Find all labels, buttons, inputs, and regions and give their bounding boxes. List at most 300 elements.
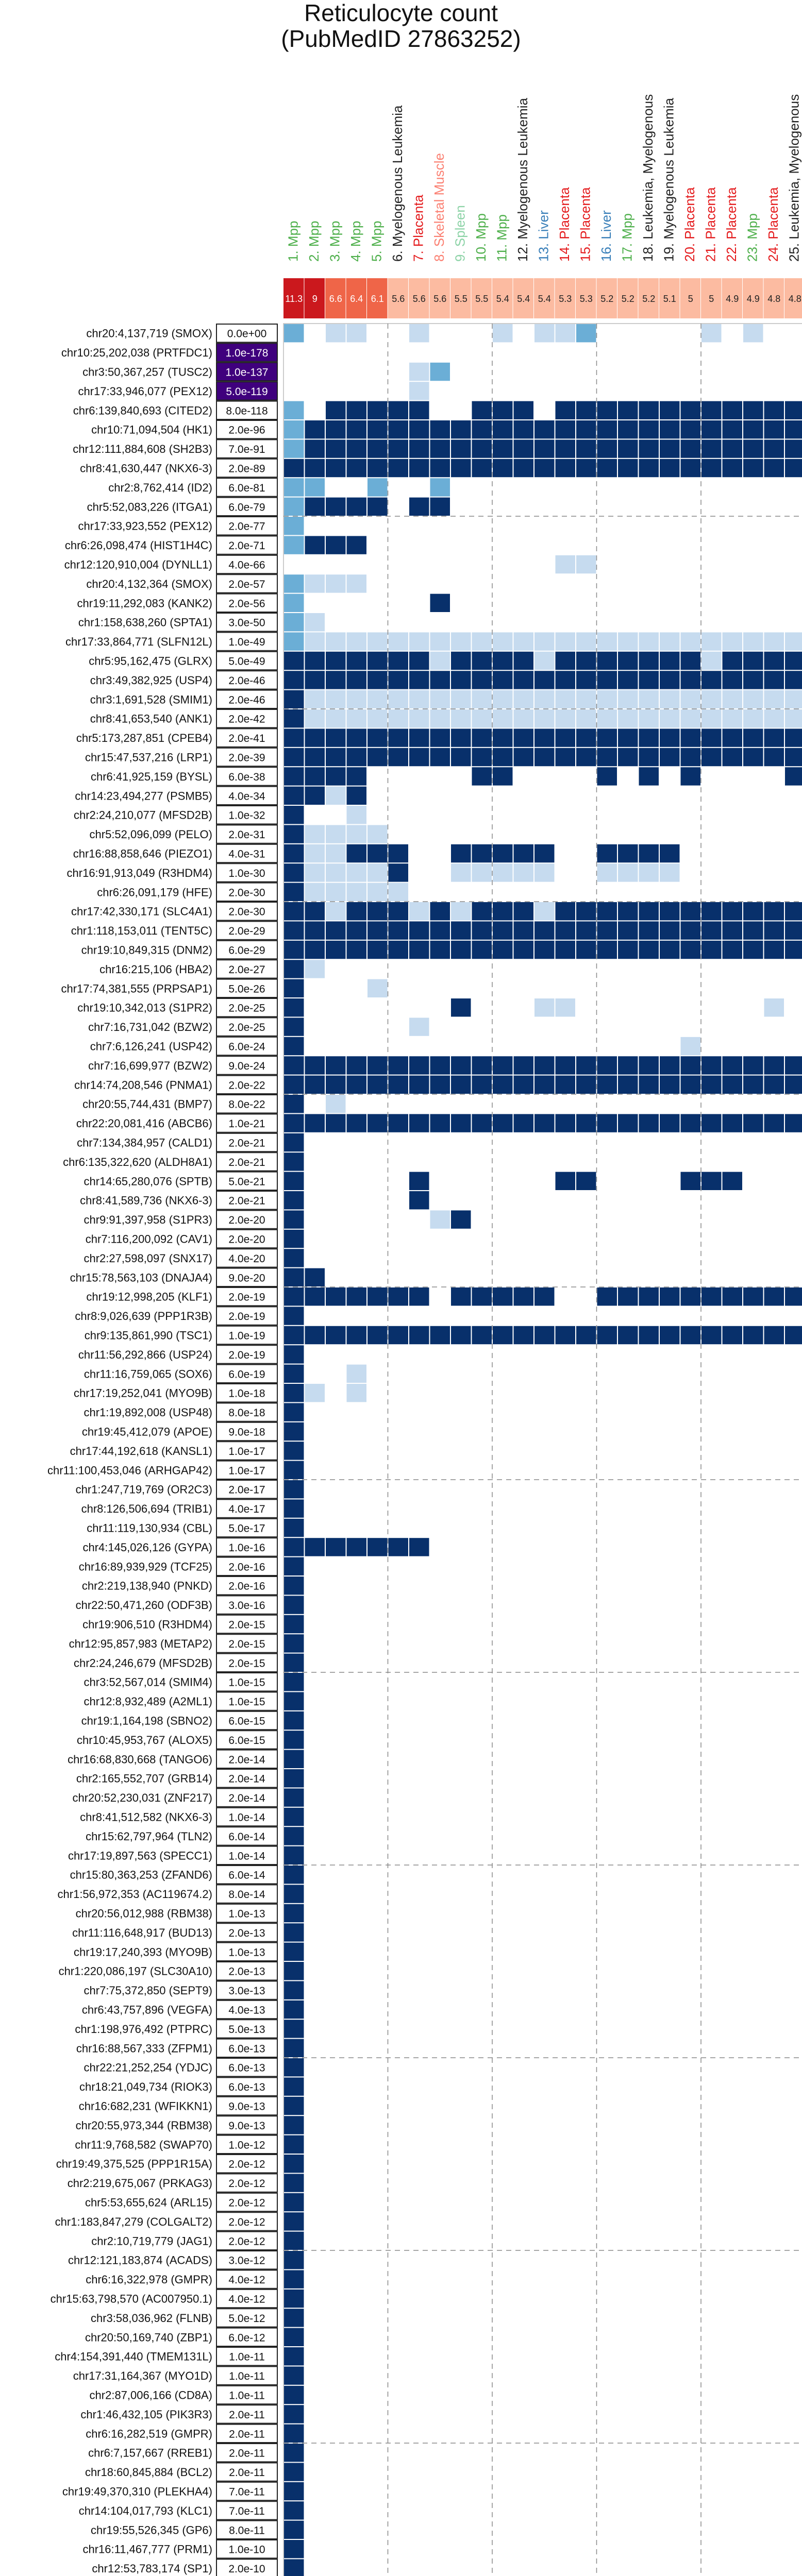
heatmap-cell [660, 748, 680, 766]
heatmap-cell [284, 459, 304, 477]
p-value-label: 6.0e-81 [228, 482, 265, 494]
heatmap-cell [701, 921, 722, 939]
heatmap-cell [472, 671, 492, 689]
snp-label: chr19:10,849,315 (DNM2) [81, 943, 212, 957]
heatmap-cell [701, 941, 722, 959]
heatmap-cell [556, 1056, 576, 1074]
heatmap-cell [556, 401, 576, 419]
heatmap-cell [284, 748, 304, 766]
heatmap-cell [514, 728, 534, 747]
heatmap-cell [723, 671, 743, 689]
heatmap-cell [785, 401, 802, 419]
snp-label: chr6:26,098,474 (HIST1H4C) [64, 539, 212, 552]
heatmap-cell [430, 1210, 450, 1228]
snp-label: chr3:1,691,528 (SMIM1) [90, 693, 212, 706]
p-value-label: 2.0e-46 [228, 694, 265, 706]
heatmap-cell [326, 728, 346, 747]
heatmap-cell [514, 1287, 534, 1306]
heatmap-cell [556, 459, 576, 477]
heatmap-cell [534, 671, 555, 689]
snp-label: chr17:74,381,555 (PRPSAP1) [61, 982, 212, 995]
heatmap-cell [284, 2232, 304, 2250]
heatmap-cell [534, 1287, 555, 1306]
p-value-label: 2.0e-12 [228, 2216, 265, 2228]
p-value-label: 2.0e-29 [228, 925, 265, 938]
heatmap-cell [284, 652, 304, 670]
heatmap-cell [284, 2290, 304, 2308]
snp-label: chr2:219,675,067 (PRKAG3) [67, 2177, 212, 2190]
tissue-score-label: 9 [312, 294, 318, 304]
heatmap-cell [284, 536, 304, 554]
heatmap-cell [576, 921, 596, 939]
heatmap-cell [514, 401, 534, 419]
heatmap-cell [493, 1114, 513, 1132]
heatmap-cell [785, 748, 802, 766]
heatmap-cell [284, 941, 304, 959]
p-value-label: 1.0e-178 [225, 347, 269, 360]
heatmap-cell [367, 863, 388, 882]
heatmap-cell [409, 324, 429, 342]
heatmap-cell [409, 921, 429, 939]
heatmap-cell [743, 652, 763, 670]
heatmap-cell [493, 728, 513, 747]
heatmap-cell [347, 1326, 367, 1344]
heatmap-cell [409, 1056, 429, 1074]
snp-label: chr11:16,759,065 (SOX6) [83, 1367, 212, 1381]
heatmap-cell [367, 401, 388, 419]
p-value-label: 1.0e-21 [228, 1118, 265, 1130]
p-value-label: 8.0e-11 [229, 2524, 265, 2537]
heatmap-cell [347, 536, 367, 554]
p-value-label: 2.0e-15 [228, 1619, 265, 1631]
heatmap-cell [576, 555, 596, 573]
heatmap-cell [556, 709, 576, 727]
heatmap-cell [556, 941, 576, 959]
heatmap-cell [451, 844, 471, 862]
heatmap-cell [764, 1056, 784, 1074]
heatmap-cell [284, 806, 304, 824]
heatmap-cell [681, 632, 701, 650]
p-value-label: 1.0e-11 [229, 2351, 265, 2363]
heatmap-cell [284, 1962, 304, 1980]
heatmap-cell [556, 902, 576, 920]
heatmap-cell [389, 671, 409, 689]
heatmap-cell [514, 671, 534, 689]
p-value-label: 2.0e-11 [229, 2467, 265, 2479]
heatmap-cell [409, 1018, 429, 1036]
heatmap-cell [451, 902, 471, 920]
snp-label: chr8:41,589,736 (NKX6-3) [80, 1194, 212, 1207]
heatmap-cell [764, 921, 784, 939]
heatmap-cell [284, 1923, 304, 1941]
heatmap-cell [305, 825, 325, 843]
p-value-label: 2.0e-15 [228, 1638, 265, 1650]
heatmap-cell [472, 728, 492, 747]
heatmap-cell [284, 960, 304, 978]
heatmap-cell [514, 844, 534, 862]
heatmap-cell [534, 728, 555, 747]
heatmap-cell [367, 498, 388, 516]
p-value-label: 2.0e-12 [228, 2235, 265, 2248]
heatmap-cell [681, 767, 701, 785]
heatmap-cell [284, 1769, 304, 1787]
heatmap-cell [305, 459, 325, 477]
heatmap-cell [284, 1750, 304, 1768]
heatmap-cell [618, 1287, 638, 1306]
heatmap-cell [764, 748, 784, 766]
heatmap-cell [347, 1056, 367, 1074]
snp-label: chr20:52,230,031 (ZNF217) [72, 1791, 212, 1805]
heatmap-cell [284, 2136, 304, 2154]
heatmap-cell [660, 1076, 680, 1094]
heatmap-cell [389, 863, 409, 882]
p-value-label: 6.0e-38 [228, 771, 265, 783]
heatmap-cell [347, 806, 367, 824]
snp-label: chr17:33,864,771 (SLFN12L) [65, 635, 212, 649]
heatmap-cell [451, 420, 471, 438]
heatmap-cell [284, 1018, 304, 1036]
heatmap-cell [347, 921, 367, 939]
heatmap-cell [430, 420, 450, 438]
heatmap-cell [367, 902, 388, 920]
heatmap-cell [305, 787, 325, 805]
p-value-label: 4.0e-20 [228, 1252, 265, 1265]
heatmap-cell [743, 690, 763, 708]
heatmap-cell [472, 1114, 492, 1132]
p-value-label: 2.0e-19 [228, 1311, 265, 1323]
heatmap-cell [284, 1692, 304, 1710]
snp-label: chr9:91,397,958 (S1PR3) [83, 1213, 212, 1227]
heatmap-cell [409, 709, 429, 727]
snp-label: chr3:50,367,257 (TUSC2) [82, 365, 212, 379]
heatmap-cell [701, 632, 722, 650]
snp-label: chr1:56,972,353 (AC119674.2) [57, 1888, 212, 1901]
heatmap-cell [785, 439, 802, 457]
heatmap-cell [347, 1365, 367, 1383]
heatmap-cell [367, 632, 388, 650]
snp-label: chr1:19,892,008 (USP48) [83, 1406, 212, 1419]
snp-label: chr8:41,653,540 (ANK1) [90, 712, 212, 725]
p-value-label: 8.0e-18 [228, 1407, 265, 1419]
p-value-label: 9.0e-20 [228, 1272, 265, 1284]
snp-label: chr16:89,939,929 (TCF25) [78, 1560, 212, 1573]
heatmap-cell [284, 1981, 304, 1999]
heatmap-cell [389, 1538, 409, 1556]
heatmap-cell [347, 690, 367, 708]
heatmap-cell [681, 1037, 701, 1055]
p-value-label: 9.0e-13 [228, 2100, 265, 2113]
heatmap-cell [430, 652, 450, 670]
heatmap-cell [534, 652, 555, 670]
heatmap-cell [764, 1326, 784, 1344]
heatmap-cell [305, 1326, 325, 1344]
heatmap-cell [493, 439, 513, 457]
heatmap-cell [305, 536, 325, 554]
tissue-score-label: 5.6 [392, 294, 405, 304]
heatmap-cell [639, 652, 659, 670]
heatmap-cell [472, 767, 492, 785]
tissue-score-label: 5.6 [412, 294, 426, 304]
heatmap-cell [389, 420, 409, 438]
heatmap-cell [284, 1538, 304, 1556]
snp-label: chr5:53,655,624 (ARL15) [85, 2196, 212, 2209]
p-value-label: 5.0e-119 [226, 385, 268, 398]
heatmap-cell [326, 902, 346, 920]
heatmap-cell [743, 902, 763, 920]
heatmap-cell [639, 902, 659, 920]
heatmap-cell [493, 921, 513, 939]
heatmap-cell [597, 863, 617, 882]
heatmap-cell [660, 420, 680, 438]
heatmap-cell [284, 2077, 304, 2095]
heatmap-cell [472, 1287, 492, 1306]
heatmap-cell [785, 941, 802, 959]
heatmap-cell [284, 728, 304, 747]
heatmap-cell [305, 709, 325, 727]
heatmap-cell [514, 1056, 534, 1074]
heatmap-cell [576, 420, 596, 438]
heatmap-cell [326, 324, 346, 342]
heatmap-cell [389, 941, 409, 959]
heatmap-cell [597, 1287, 617, 1306]
heatmap-cell [284, 2001, 304, 2019]
heatmap-cell [764, 1076, 784, 1094]
heatmap-cell [576, 1172, 596, 1190]
heatmap-cell [284, 439, 304, 457]
p-value-label: 6.0e-13 [228, 2062, 265, 2074]
heatmap-cell [305, 1384, 325, 1402]
heatmap-cell [743, 1114, 763, 1132]
heatmap-cell [472, 941, 492, 959]
heatmap-cell [785, 902, 802, 920]
heatmap-cell [597, 748, 617, 766]
heatmap-cell [409, 652, 429, 670]
heatmap-cell [556, 652, 576, 670]
tissue-score-label: 5 [688, 294, 693, 304]
p-value-label: 8.0e-14 [228, 1889, 265, 1901]
heatmap-cell [660, 709, 680, 727]
heatmap-cell [618, 420, 638, 438]
heatmap-cell [284, 1210, 304, 1228]
heatmap-cell [785, 1326, 802, 1344]
heatmap-cell [723, 420, 743, 438]
heatmap-cell [618, 1076, 638, 1094]
heatmap-cell [681, 1326, 701, 1344]
snp-label: chr5:95,162,475 (GLRX) [89, 654, 212, 668]
snp-label: chr1:247,719,769 (OR2C3) [75, 1483, 212, 1496]
snp-label: chr20:4,137,719 (SMOX) [86, 327, 212, 340]
heatmap-cell [389, 921, 409, 939]
heatmap-cell [430, 439, 450, 457]
heatmap-cell [347, 825, 367, 843]
heatmap-cell [284, 1634, 304, 1652]
heatmap-cell [347, 401, 367, 419]
tissue-label: 9. Spleen [452, 205, 468, 262]
p-value-label: 1.0e-19 [228, 1330, 265, 1342]
heatmap-cell [284, 1846, 304, 1865]
tissue-score-label: 4.9 [726, 294, 739, 304]
heatmap-cell [723, 728, 743, 747]
tissue-score-label: 6.6 [329, 294, 342, 304]
tissue-label: 12. Myelogenous Leukemia [514, 98, 530, 262]
tissue-label: 25. Leukemia, Myelogenous [786, 94, 802, 262]
heatmap-cell [764, 401, 784, 419]
heatmap-cell [284, 1654, 304, 1672]
heatmap-cell [701, 1076, 722, 1094]
heatmap-cell [284, 2405, 304, 2423]
heatmap-cell [597, 902, 617, 920]
heatmap-cell [639, 1056, 659, 1074]
heatmap-cell [556, 1076, 576, 1094]
heatmap-cell [639, 671, 659, 689]
heatmap-cell [764, 1114, 784, 1132]
heatmap-cell [743, 921, 763, 939]
heatmap-cell [576, 439, 596, 457]
heatmap-cell [305, 652, 325, 670]
heatmap-cell [367, 1056, 388, 1074]
snp-label: chr17:44,192,618 (KANSL1) [70, 1444, 212, 1458]
heatmap-cell [639, 401, 659, 419]
heatmap-cell [284, 2270, 304, 2288]
tissue-label: 18. Leukemia, Myelogenous [640, 94, 656, 262]
snp-label: chr10:71,094,504 (HK1) [91, 423, 212, 436]
p-value-label: 5.0e-21 [228, 1176, 265, 1188]
heatmap-cell [472, 632, 492, 650]
heatmap-cell [284, 1673, 304, 1691]
heatmap-cell [514, 459, 534, 477]
tissue-label: 11. Mpp [494, 214, 510, 262]
heatmap-cell [723, 1114, 743, 1132]
snp-label: chr1:118,153,011 (TENT5C) [71, 924, 212, 938]
heatmap-cell [493, 420, 513, 438]
heatmap-cell [639, 420, 659, 438]
heatmap-cell [451, 459, 471, 477]
heatmap-cell [785, 728, 802, 747]
heatmap-cell [576, 690, 596, 708]
heatmap-cell [347, 1287, 367, 1306]
heatmap-cell [534, 1326, 555, 1344]
p-value-label: 2.0e-13 [228, 1965, 265, 1978]
heatmap-cell [389, 690, 409, 708]
heatmap-cell [681, 1114, 701, 1132]
heatmap-cell [367, 671, 388, 689]
heatmap-cell [660, 728, 680, 747]
heatmap-cell [284, 1326, 304, 1344]
heatmap-cell [618, 439, 638, 457]
heatmap-cell [743, 401, 763, 419]
snp-label: chr11:100,453,046 (ARHGAP42) [47, 1464, 212, 1477]
heatmap-cell [430, 478, 450, 496]
p-value-label: 1.0e-13 [228, 1908, 265, 1920]
heatmap-cell [389, 1114, 409, 1132]
heatmap-cell [764, 941, 784, 959]
heatmap-cell [701, 1172, 722, 1190]
snp-label: chr22:50,471,260 (ODF3B) [75, 1599, 212, 1612]
heatmap-cell [472, 690, 492, 708]
heatmap-cell [701, 709, 722, 727]
heatmap-cell [618, 921, 638, 939]
p-value-label: 5.0e-13 [228, 2023, 265, 2036]
tissue-score-label: 5.4 [496, 294, 509, 304]
snp-label: chr11:116,648,917 (BUD13) [72, 1926, 212, 1939]
tissue-score-label: 5.5 [454, 294, 467, 304]
snp-label: chr15:63,798,570 (AC007950.1) [50, 2292, 212, 2306]
p-value-label: 3.0e-16 [228, 1600, 265, 1612]
heatmap-cell [326, 1076, 346, 1094]
heatmap-cell [576, 1076, 596, 1094]
heatmap-cell [534, 1056, 555, 1074]
snp-label: chr18:21,049,734 (RIOK3) [79, 2080, 212, 2094]
heatmap-cell [347, 787, 367, 805]
heatmap-cell [284, 767, 304, 785]
heatmap-cell [472, 844, 492, 862]
heatmap-cell [472, 748, 492, 766]
p-value-label: 1.0e-15 [228, 1676, 265, 1689]
snp-label: chr14:23,494,277 (PSMB5) [75, 789, 212, 803]
heatmap-cell [576, 652, 596, 670]
heatmap-cell [514, 709, 534, 727]
heatmap-cell [284, 2559, 304, 2576]
p-value-label: 2.0e-14 [228, 1792, 265, 1805]
heatmap-cell [305, 960, 325, 978]
p-value-label: 2.0e-12 [228, 2178, 265, 2190]
snp-label: chr19:10,342,013 (S1PR2) [77, 1001, 212, 1014]
p-value-label: 5.0e-17 [228, 1522, 265, 1535]
heatmap-cell [284, 1788, 304, 1806]
heatmap-cell [597, 1114, 617, 1132]
heatmap-cell [660, 863, 680, 882]
heatmap-cell [305, 1056, 325, 1074]
heatmap-cell [347, 728, 367, 747]
tissue-score-label: 6.1 [371, 294, 384, 304]
heatmap-cell [785, 690, 802, 708]
heatmap-cell [597, 709, 617, 727]
heatmap-cell [367, 478, 388, 496]
heatmap-cell [743, 748, 763, 766]
heatmap-cell [660, 401, 680, 419]
heatmap-cell [785, 632, 802, 650]
snp-label: chr7:6,126,241 (USP42) [90, 1040, 212, 1053]
p-value-label: 1.0e-14 [228, 1850, 265, 1862]
heatmap-cell [493, 902, 513, 920]
heatmap-cell [284, 420, 304, 438]
p-value-label: 2.0e-11 [229, 2447, 265, 2460]
p-value-label: 6.0e-15 [228, 1715, 265, 1727]
heatmap-cell [576, 401, 596, 419]
heatmap-cell [701, 324, 722, 342]
heatmap-cell [389, 1076, 409, 1094]
heatmap-cell [409, 728, 429, 747]
heatmap-cell [701, 420, 722, 438]
heatmap-cell [451, 1326, 471, 1344]
p-value-label: 6.0e-14 [228, 1869, 265, 1882]
p-value-label: 2.0e-20 [228, 1214, 265, 1227]
heatmap-cell [284, 2155, 304, 2173]
heatmap-cell [305, 844, 325, 862]
heatmap-cell [472, 439, 492, 457]
heatmap-cell [284, 2309, 304, 2327]
snp-label: chr9:135,861,990 (TSC1) [84, 1329, 212, 1342]
heatmap-cell [701, 1056, 722, 1074]
p-value-label: 1.0e-49 [228, 636, 265, 649]
heatmap-cell [284, 1461, 304, 1479]
snp-label: chr19:906,510 (R3HDM4) [82, 1618, 212, 1631]
tissue-label: 3. Mpp [327, 221, 343, 262]
heatmap-cell [556, 1326, 576, 1344]
heatmap-cell [284, 690, 304, 708]
heatmap-cell [556, 748, 576, 766]
snp-label: chr19:49,370,310 (PLEKHA4) [62, 2485, 212, 2498]
